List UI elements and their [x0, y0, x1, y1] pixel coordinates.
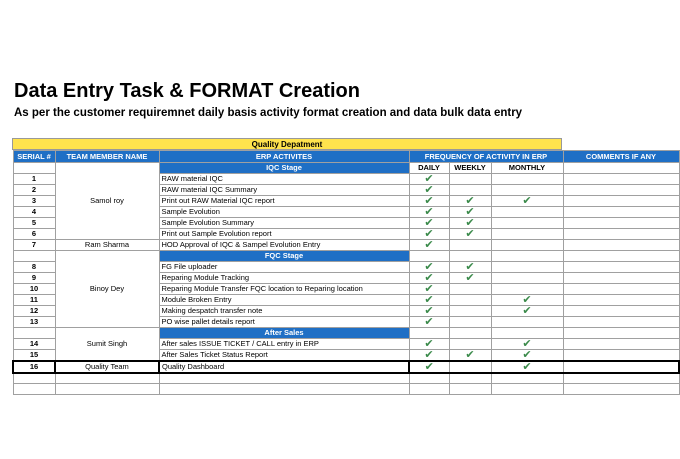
serial-cell: 8 — [13, 262, 55, 273]
weekly-check-icon: ✔ — [449, 262, 491, 273]
serial-cell: 5 — [13, 218, 55, 229]
stage-label: After Sales — [159, 328, 409, 339]
stage-row — [13, 251, 679, 262]
weekly-check-icon: ✔ — [449, 218, 491, 229]
monthly-check-icon — [491, 273, 563, 284]
stage-label: IQC Stage — [159, 163, 409, 174]
comment-cell — [563, 196, 679, 207]
empty-cell — [55, 384, 159, 395]
department-header: Quality Depatment — [12, 138, 562, 150]
activity-cell: RAW material IQC — [159, 174, 409, 185]
serial-cell: 11 — [13, 295, 55, 306]
comment-cell — [563, 185, 679, 196]
team-member: Binoy Dey — [55, 251, 159, 328]
blank-cell — [491, 328, 563, 339]
stage-row — [13, 328, 679, 339]
member-header: TEAM MEMBER NAME — [55, 151, 159, 163]
blank-cell — [491, 251, 563, 262]
daily-check-icon: ✔ — [409, 317, 449, 328]
serial-cell: 7 — [13, 240, 55, 251]
serial-cell: 1 — [13, 174, 55, 185]
monthly-check-icon: ✔ — [491, 361, 563, 373]
daily-check-icon: ✔ — [409, 196, 449, 207]
empty-row — [13, 373, 679, 384]
monthly-check-icon: ✔ — [491, 295, 563, 306]
activity-cell: Module Broken Entry — [159, 295, 409, 306]
comment-cell — [563, 350, 679, 362]
comment-cell — [563, 218, 679, 229]
weekly-check-icon — [449, 361, 491, 373]
empty-cell — [449, 384, 491, 395]
activity-cell: Quality Dashboard — [159, 361, 409, 373]
frequency-header: FREQUENCY OF ACTIVITY IN ERP — [409, 151, 563, 163]
stage-label: FQC Stage — [159, 251, 409, 262]
activity-cell: PO wise pallet details report — [159, 317, 409, 328]
empty-cell — [563, 384, 679, 395]
comment-cell — [563, 317, 679, 328]
team-member: Ram Sharma — [55, 240, 159, 251]
weekly-check-icon: ✔ — [449, 273, 491, 284]
weekly-check-icon: ✔ — [449, 207, 491, 218]
blank-cell — [13, 251, 55, 262]
empty-cell — [159, 384, 409, 395]
activity-cell: Reparing Module Tracking — [159, 273, 409, 284]
empty-cell — [491, 384, 563, 395]
activities-header: ERP ACTIVITES — [159, 151, 409, 163]
daily-check-icon: ✔ — [409, 174, 449, 185]
serial-cell: 10 — [13, 284, 55, 295]
monthly-check-icon: ✔ — [491, 196, 563, 207]
activity-cell: After sales ISSUE TICKET / CALL entry in ERP — [159, 339, 409, 350]
empty-cell — [491, 373, 563, 384]
serial-cell: 4 — [13, 207, 55, 218]
blank-cell — [13, 328, 55, 339]
comment-cell — [563, 262, 679, 273]
weekly-check-icon — [449, 185, 491, 196]
weekly-check-icon — [449, 295, 491, 306]
monthly-check-icon: ✔ — [491, 350, 563, 362]
stage-header-row — [13, 163, 679, 174]
empty-row — [13, 384, 679, 395]
daily-check-icon: ✔ — [409, 284, 449, 295]
blank-cell — [409, 251, 449, 262]
activity-cell: Print out Sample Evolution report — [159, 229, 409, 240]
comment-cell — [563, 339, 679, 350]
weekly-check-icon — [449, 240, 491, 251]
serial-cell: 13 — [13, 317, 55, 328]
monthly-check-icon — [491, 317, 563, 328]
serial-header: SERIAL # — [13, 151, 55, 163]
empty-cell — [159, 373, 409, 384]
monthly-check-icon — [491, 207, 563, 218]
comment-cell — [563, 273, 679, 284]
table-header-row — [13, 151, 679, 163]
weekly-check-icon: ✔ — [449, 229, 491, 240]
serial-cell: 6 — [13, 229, 55, 240]
monthly-check-icon — [491, 174, 563, 185]
daily-check-icon: ✔ — [409, 295, 449, 306]
weekly-check-icon — [449, 317, 491, 328]
serial-cell: 14 — [13, 339, 55, 350]
comment-cell — [563, 328, 679, 339]
team-member: Quality Team — [55, 361, 159, 373]
daily-check-icon: ✔ — [409, 207, 449, 218]
comment-cell — [563, 295, 679, 306]
team-member: Samol roy — [55, 163, 159, 240]
monthly-check-icon — [491, 284, 563, 295]
daily-check-icon: ✔ — [409, 306, 449, 317]
daily-check-icon: ✔ — [409, 262, 449, 273]
page-title: Data Entry Task & FORMAT Creation — [14, 80, 360, 102]
daily-check-icon: ✔ — [409, 229, 449, 240]
comment-cell — [563, 361, 679, 373]
serial-cell: 9 — [13, 273, 55, 284]
team-member: Sumit Singh — [55, 328, 159, 362]
serial-cell: 3 — [13, 196, 55, 207]
empty-cell — [449, 373, 491, 384]
weekly-check-icon: ✔ — [449, 350, 491, 362]
activity-cell: After Sales Ticket Status Report — [159, 350, 409, 362]
comments-header: COMMENTS IF ANY — [563, 151, 679, 163]
monthly-check-icon: ✔ — [491, 339, 563, 350]
empty-cell — [409, 373, 449, 384]
daily-check-icon: ✔ — [409, 339, 449, 350]
blank-cell — [13, 163, 55, 174]
serial-cell: 2 — [13, 185, 55, 196]
monthly-check-icon — [491, 218, 563, 229]
activity-cell: Making despatch transfer note — [159, 306, 409, 317]
daily-check-icon: ✔ — [409, 273, 449, 284]
activity-cell: FG File uploader — [159, 262, 409, 273]
table-row — [13, 361, 679, 373]
activity-table — [12, 150, 680, 395]
empty-cell — [55, 373, 159, 384]
comment-cell — [563, 306, 679, 317]
daily-check-icon: ✔ — [409, 350, 449, 362]
monthly-check-icon — [491, 185, 563, 196]
weekly-header: WEEKLY — [449, 163, 491, 174]
comment-cell — [563, 174, 679, 185]
empty-cell — [563, 373, 679, 384]
blank-cell — [449, 328, 491, 339]
blank-cell — [409, 328, 449, 339]
weekly-check-icon — [449, 174, 491, 185]
serial-cell: 15 — [13, 350, 55, 362]
weekly-check-icon — [449, 306, 491, 317]
table-row — [13, 240, 679, 251]
comment-cell — [563, 229, 679, 240]
daily-check-icon: ✔ — [409, 185, 449, 196]
daily-check-icon: ✔ — [409, 240, 449, 251]
comment-cell — [563, 207, 679, 218]
daily-check-icon: ✔ — [409, 361, 449, 373]
activity-cell: Sample Evolution — [159, 207, 409, 218]
weekly-check-icon: ✔ — [449, 196, 491, 207]
activity-cell: Reparing Module Transfer FQC location to Reparing location — [159, 284, 409, 295]
comment-cell — [563, 163, 679, 174]
blank-cell — [449, 251, 491, 262]
daily-header: DAILY — [409, 163, 449, 174]
empty-cell — [13, 384, 55, 395]
monthly-header: MONTHLY — [491, 163, 563, 174]
monthly-check-icon — [491, 240, 563, 251]
activity-cell: Sample Evolution Summary — [159, 218, 409, 229]
monthly-check-icon — [491, 229, 563, 240]
comment-cell — [563, 240, 679, 251]
serial-cell: 12 — [13, 306, 55, 317]
comment-cell — [563, 251, 679, 262]
comment-cell — [563, 284, 679, 295]
activity-cell: RAW material IQC Summary — [159, 185, 409, 196]
empty-cell — [409, 384, 449, 395]
monthly-check-icon — [491, 262, 563, 273]
empty-cell — [13, 373, 55, 384]
activity-cell: HOD Approval of IQC & Sampel Evolution Entry — [159, 240, 409, 251]
daily-check-icon: ✔ — [409, 218, 449, 229]
weekly-check-icon — [449, 339, 491, 350]
page-subtitle: As per the customer requiremnet daily basis activity format creation and data bulk data entry — [14, 107, 523, 119]
activity-cell: Print out RAW Material IQC report — [159, 196, 409, 207]
weekly-check-icon — [449, 284, 491, 295]
monthly-check-icon: ✔ — [491, 306, 563, 317]
serial-cell: 16 — [13, 361, 55, 373]
